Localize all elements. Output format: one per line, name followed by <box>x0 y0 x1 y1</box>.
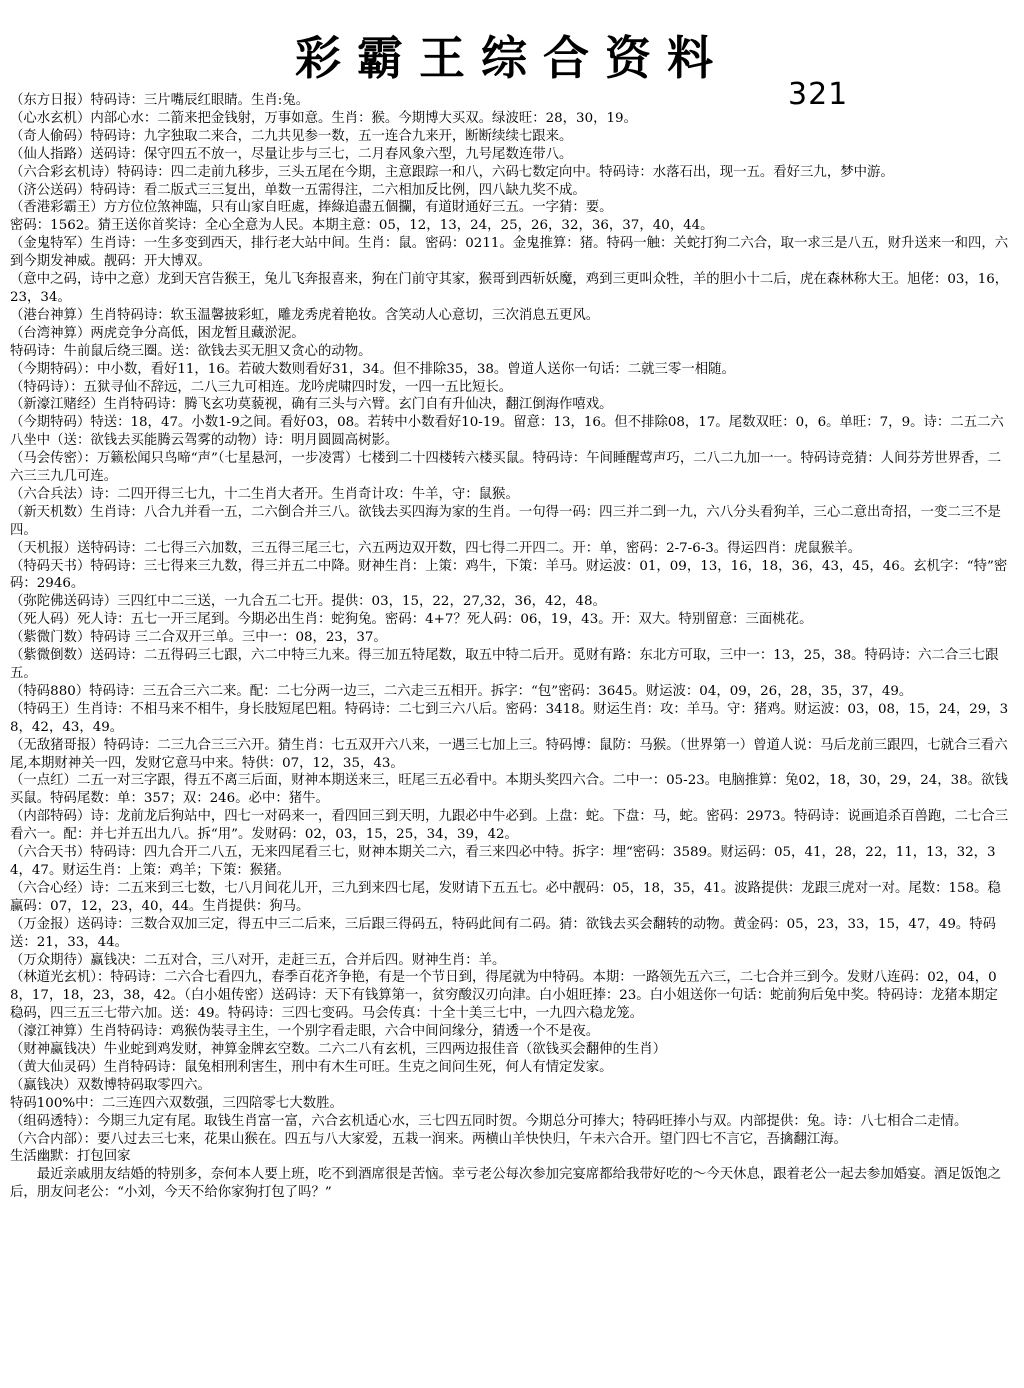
text-line: （内部特码）诗：龙前龙后狗站中，四七一对码来一，看四回三到天明，九跟必中牛必到。上盘：蛇。下盘：马，蛇。密码：2973。特码诗：说画追杀百兽跑，二七合三看六一。配：并七并五出九八。拆“用”。发财码：02，03，15，25，34，39，42。 <box>10 809 1009 843</box>
text-line: （意中之码，诗中之意）龙到天宫告猴王，兔儿飞奔报喜来，狗在门前守其家，猴哥到西斩妖魔，鸡到三更叫众牲，羊的胆小十二后，虎在森林称大王。旭佬：03，16，23，34。 <box>10 272 1009 305</box>
text-line: （组码透特）：今期三九定有尾。取钱生肖富一富，六合玄机适心水，三七四五同时贺。今期总分可捧大；特码旺捧小与双。内部提供：兔。诗：八七相合二走情。 <box>10 1113 968 1129</box>
text-line: （特码诗）：五狱寻仙不辞远，二八三九可相连。龙吟虎啸四时发，一四一五比短长。 <box>10 379 513 395</box>
text-line: （万众期待）赢钱决：二五对合，三八对开，走赶三五，合并后四。财神生肖：羊。 <box>10 952 506 968</box>
text-line: （今期特码）：中小数，看好11，16。若破大数则看好31，34。但不排除35，38。曾道人送你一句话：二就三零一相随。 <box>10 361 735 377</box>
text-line: （金鬼特军）生肖诗：一生多变到西天，排行老大站中间。生肖：鼠。密码：0211。金鬼推算：猪。特码一触：关蛇打狗二六合，取一求三是八五，财升送来一和四，六到今期发神威。靓码：开大博双。 <box>10 236 1009 270</box>
text-line: （特码天书）特码诗：三七得来三九数，得三并五二中降。财神生肖：上策：鸡牛，下策：羊马。财运波：01，09，13，16，18，36，43，45，46。玄机字：“特”密码：2946。 <box>10 558 1008 592</box>
page-title: 彩霸王综合资料 <box>295 31 729 85</box>
text-line: （六合天书）特码诗：四九合开二八五，无来四尾看三七，财神本期关二六，看三来四必中特。拆字：埋“密码：3589。财运码：05，41，28，22，11，13，32，34，47。财运生肖：上策：鸡羊；下策：猴猪。 <box>10 845 996 878</box>
text-line: （济公送码）特码诗：看二版式三三复出，单数一五需得注，二六相加反比例，四八缺九奖不成。 <box>10 182 586 198</box>
text-line: （台湾神算）两虎竞争分高低，困龙暂且藏淤泥。 <box>10 325 305 341</box>
text-line: （六合彩玄机诗）特码诗：四二走前九移步，三头五尾在今期，主意跟踪一和八，六码七数定向中。特码诗：水落石出，现一五。看好三九，梦中游。 <box>10 164 894 180</box>
text-line: （万金报）送码诗：三数合双加三定，得五中三二后来，三后跟三得码五，特码此间有二码。猜：欲钱去买会翻转的动物。黄金码：05，23，33，15，47，49。特码送：21，33，44。 <box>10 916 997 950</box>
text-line: （一点红）二五一对三字跟，得五不离三后面，财神本期送来三，旺尾三五必看中。本期头奖四六合。二中一：05-23。电脑推算：兔02，18，30，29，24，38。欲钱买鼠。特码尾数：单：357；双：246。必中：猪牛。 <box>10 773 1008 807</box>
text-line: （奇人偷码）特码诗：九字独取二来合，二九共见参一数，五一连合九来开，断断续续七跟来。 <box>10 128 573 144</box>
text-line: （心水玄机）内部心水：二箭来把金钱射，万事如意。生肖：猴。今期博大买双。绿波旺：28，30，19。 <box>10 110 637 126</box>
text-line: （紫微门数）特码诗 三二合双开三单。三中一：08，23，37。 <box>10 630 387 646</box>
text-line: （六合内部）：要八过去三七来，花果山猴在。四五与八大家爱，五栽一润来。两横山羊快快归，午未六合开。望门四七不言它，吾擒翻江海。 <box>10 1131 847 1147</box>
issue-number: 321 <box>788 77 849 112</box>
text-line: 生活幽默：打包回家 <box>10 1149 131 1165</box>
text-line: （港台神算）生肖特码诗：软玉温馨披彩虹，雕龙秀虎着艳妆。含笑动人心意切，三次消息五更风。 <box>10 307 600 323</box>
text-line: （马会传密）：万籁松闻只鸟啼“声”（七星悬河，一步凌霄）七楼到二十四楼转六楼买鼠。特码诗：午间睡醒莺声巧，二八二九加一一。特码诗竞猜：人间芬芳世界香，二六三三九几可连。 <box>10 451 1002 485</box>
article-body <box>10 92 1010 1202</box>
text-line: （六合兵法）诗：二四开得三七九，十二生肖大者开。生肖奇计攻：牛羊，守：鼠猴。 <box>10 486 519 502</box>
text-line: （特码王）生肖诗：不相马来不相牛，身长肢短尾巴粗。特码诗：二七到三六八后。密码：3418。财运生肖：攻：羊马。守：猪鸡。财运波：03，08，15，24，29，38，42，43，49。 <box>10 701 1009 735</box>
text-line: （濠江神算）生肖特码诗：鸡猴伪装寻主生，一个别字看走眼，六合中间问缘分，猜透一个不是夜。 <box>10 1024 600 1040</box>
text-line: （六合心经）诗：二五来到三七数，七八月间花儿开，三九到来四七尾，发财请下五五七。必中靓码：05，18，35，41。波路提供：龙跟三虎对一对。尾数：158。稳赢码：07，12，23，40，44。生肖提供：狗马。 <box>10 880 1001 914</box>
text-line: 密码：1562。猜王送你首奖诗：全心全意为人民。本期主意：05，12，13，24，25，26，32，36，37，40，44。 <box>10 218 714 234</box>
text-line: （赢钱决）双数博特码取零四六。 <box>10 1077 211 1093</box>
text-line: （死人码）死人诗：五七一开三尾到。今期必出生肖：蛇狗兔。密码：4+7？死人码：06，19，43。开：双大。特别留意：三面桃花。 <box>10 612 813 628</box>
text-line: （黄大仙灵码）生肖特码诗：鼠兔相刑利害生，刑中有木生可旺。生克之间问生死，何人有情定发家。 <box>10 1059 613 1075</box>
text-line: （新濠江赌经）生肖特码诗：腾飞玄功莫藐视，确有三头与六臂。玄门自有升仙决，翻江倒海作嘻戏。 <box>10 397 613 413</box>
text-line: （天机报）送特码诗：二七得三六加数，三五得三尾三七，六五两边双开数，四七得二开四二。开：单，密码：2-7-6-3。得运四肖：虎鼠猴羊。 <box>10 540 862 556</box>
text-line: （今期特码）特送：18，47。小数1-9之间。看好03，08。若转中小数看好10-19。留意：13，16。但不排除08，17。尾数双旺：0，6。单旺：7，9。诗：二五二六八坐中（送：欲钱去买能腾云驾雾的动物）诗：明月圆圆高树影。 <box>10 415 1004 449</box>
text-line: （无敌猪哥报）特码诗：二三九合三三六开。猜生肖：七五双开六八来，一遇三七加上三。特码博：鼠防：马猴。（世界第一）曾道人说：马后龙前三跟四，七就合三看六尾,本期财神关一四，发财它意马中来。特供：07，12，35，43。 <box>10 737 1008 771</box>
text-line: （香港彩霸王）方方位位煞神臨，只有山家自旺處，捧綠追盡五個攔，有道財通好三五。一字猜：要。 <box>10 200 613 216</box>
text-line: （东方日报）特码诗：三片嘴辰红眼睛。生肖:兔。 <box>10 93 310 108</box>
text-line: （紫微倒数）送码诗：二五得码三七跟，六二中特三九来。得三加五特尾数，取五中特二后开。觅财有路：东北方可取，三中一：13，25，38。特码诗：六二合三七跟五。 <box>10 648 999 681</box>
text-line: （财神赢钱决）牛业蛇到鸡发财，神算金牌玄空数。二六二八有玄机，三四两边报佳音（欲钱买会翻伸的生肖） <box>10 1042 667 1058</box>
text-line: 特码诗：牛前鼠后绕三圈。送：欲钱去买无胆又贪心的动物。 <box>10 343 372 359</box>
text-line: （林道光玄机）：特码诗：二六合七看四九，春季百花齐争艳，有是一个节日到，得尾就为中特码。本期：一路领先五六三，二七合并三到今。发财八连码：02，04，08，17，18，23，38，42。（白小姐传密）送码诗：天下有钱算第一，贫穷酸汉刃向津。白小姐旺捧：23。白小姐送你一句话：蛇前狗后兔中奖。特码诗：龙猪本期定稳码，四三五三七带六加。送：49。特码诗：三四七变码。马会传真：十全十美三七中，一九四六稳龙笼。 <box>10 970 998 1022</box>
humor-paragraph: 最近亲戚朋友结婚的特别多，奈何本人要上班，吃不到酒席很是苦恼。幸亏老公每次参加完宴席都给我带好吃的～今天休息，跟着老公一起去参加婚宴。酒足饭饱之后，朋友问老公：“小刘，今天不给你家狗打包了吗？” <box>10 1167 1001 1201</box>
text-line: （新天机数）生肖诗：八合九并看一五，二六倒合并三八。欲钱去买四海为家的生肖。一句得一码：四三并二到一九，六八分头看狗羊，三心二意出奇招，一变二三不是四。 <box>10 504 1001 538</box>
text-line: （特码880）特码诗：三五合三六二来。配：二七分两一边三，二六走三五相开。拆字：“包”密码：3645。财运波：04，09，26，28，35，37，49。 <box>10 683 913 699</box>
text-line: （弥陀佛送码诗）三四红中二三送，一九合五二七开。提供：03，15，22，27,32，36，42，48。 <box>10 594 606 610</box>
text-line: 特码100%中：二三连四六双数强，三四陪零七大数胜。 <box>10 1095 343 1111</box>
text-line: （仙人指路）送码诗：保守四五不放一，尽量让步与三七，二月春风象六型，九号尾数连带八。 <box>10 146 573 162</box>
